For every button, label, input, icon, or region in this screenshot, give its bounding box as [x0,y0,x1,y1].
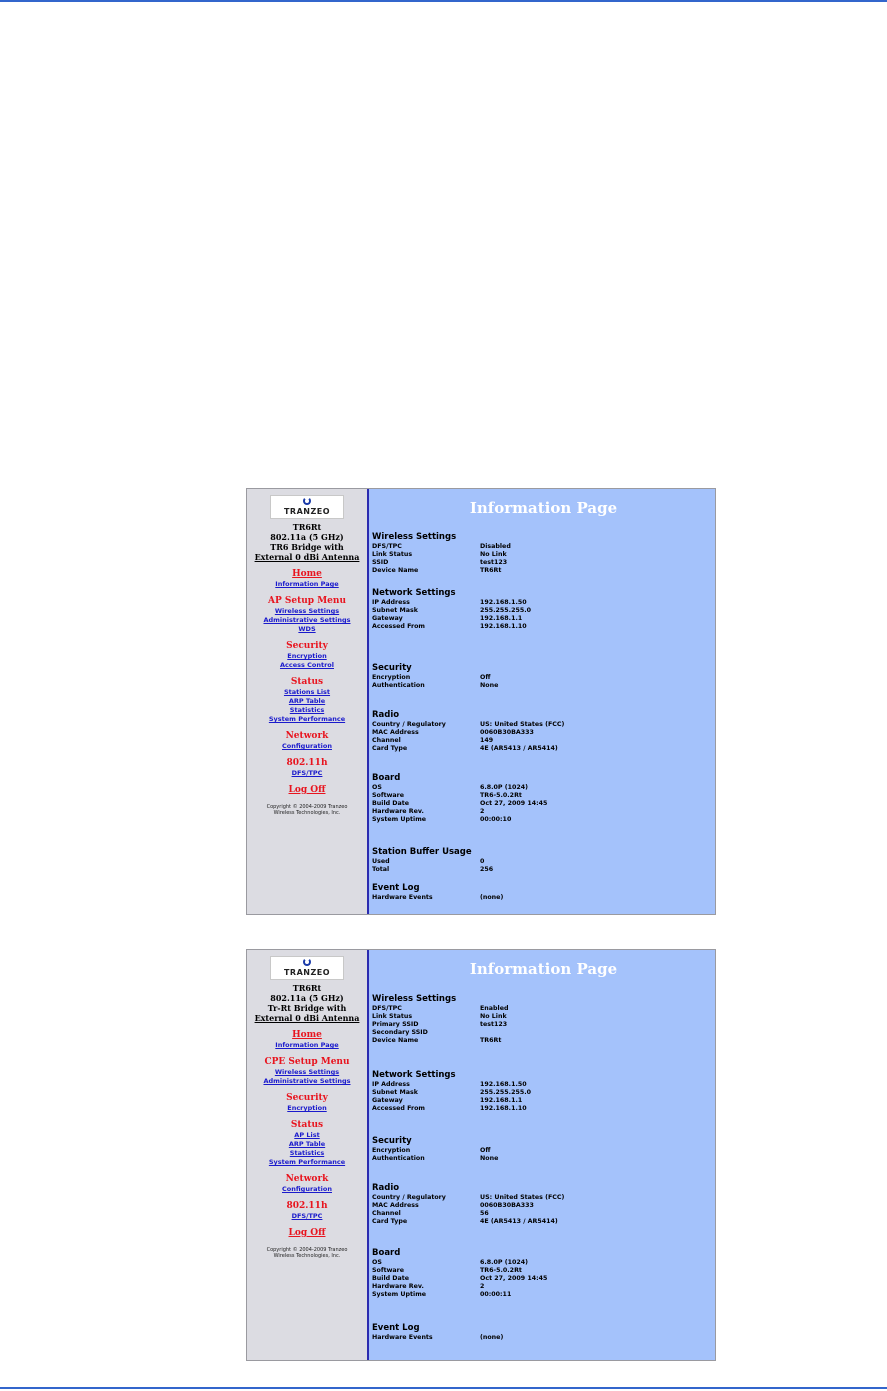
device-model: TR6Rt [292,522,322,532]
info-value: 192.168.1.10 [480,1105,527,1112]
info-row [372,607,711,615]
info-label: IP Address [372,1081,410,1088]
info-label: Accessed From [372,1105,425,1112]
nav-encryption[interactable]: Encryption [287,652,327,660]
info-label: Country / Regulatory [372,1194,446,1201]
section-title: Station Buffer Usage [372,847,472,857]
log-off-link[interactable]: Log Off [288,1228,326,1238]
info-row [372,745,711,753]
info-label: Hardware Events [372,894,433,901]
info-value: Disabled [480,543,511,550]
section-title: Network Settings [372,1070,456,1080]
info-label: Subnet Mask [372,1089,418,1096]
info-row [372,1021,711,1029]
info-value: 00:00:10 [480,816,512,823]
info-label: Encryption [372,1147,411,1154]
nav-dfs-tpc[interactable]: DFS/TPC [291,1212,323,1220]
info-label: OS [372,1259,382,1266]
info-label: Software [372,1267,405,1274]
info-row [372,1267,711,1275]
info-value: 2 [480,1283,485,1290]
info-label: Secondary SSID [372,1029,428,1036]
info-row [372,1029,711,1037]
section-title: Network Settings [372,588,456,598]
info-value: 56 [480,1210,489,1217]
nav-wireless-settings[interactable]: Wireless Settings [274,607,340,615]
setup-menu-heading: AP Setup Menu [267,596,346,606]
info-value: US: United States (FCC) [480,721,565,728]
info-value: 4E (AR5413 / AR5414) [480,745,558,752]
info-label: Authentication [372,1155,425,1162]
sidebar-nav [247,950,369,1360]
logo-text: TRANZEO [283,968,331,977]
info-label: Primary SSID [372,1021,419,1028]
section-title: Security [372,1136,412,1146]
nav-wireless-settings[interactable]: Wireless Settings [274,1068,340,1076]
device-type: TR6 Bridge with [270,542,344,552]
copyright-line: Copyright © 2004-2009 Tranzeo [266,804,348,810]
info-label: Gateway [372,615,403,622]
nav-configuration[interactable]: Configuration [282,742,332,750]
info-value: TR6Rt [480,567,502,574]
copyright-line: Wireless Technologies, Inc. [273,810,341,816]
nav-wds[interactable]: WDS [298,625,316,633]
station-buffer-usage [372,847,711,874]
info-label: Software [372,792,405,799]
info-label: Build Date [372,1275,410,1282]
nav-access-control[interactable]: Access Control [279,661,334,669]
status-heading: Status [290,677,324,687]
info-row [372,1005,711,1013]
security-info [372,663,711,690]
info-row [372,543,711,551]
info-row [372,1081,711,1089]
info-label: Hardware Rev. [372,1283,424,1290]
info-label: MAC Address [372,1202,419,1209]
info-row [372,1202,711,1210]
info-label: Channel [372,1210,401,1217]
info-value: 0 [480,858,485,865]
network-heading: Network [285,1174,329,1184]
info-row [372,858,711,866]
info-value: (none) [480,894,504,901]
info-value: 149 [480,737,494,744]
nav-administrative-settings[interactable]: Administrative Settings [263,1077,351,1085]
info-row [372,1089,711,1097]
info-label: Device Name [372,567,419,574]
info-value: US: United States (FCC) [480,1194,565,1201]
info-label: System Uptime [372,1291,427,1298]
info-row [372,599,711,607]
info-value: 4E (AR5413 / AR5414) [480,1218,558,1225]
info-row [372,1275,711,1283]
info-value: 0060B30BA333 [480,729,534,736]
section-title: Wireless Settings [372,994,457,1004]
info-row [372,1097,711,1105]
info-label: Accessed From [372,623,425,630]
info-value: Off [480,674,491,681]
info-value: Oct 27, 2009 14:45 [480,1275,548,1282]
logo-text: TRANZEO [283,507,331,516]
nav-configuration[interactable]: Configuration [282,1185,332,1193]
info-value: None [480,1155,499,1162]
section-title: Radio [372,710,400,720]
info-row [372,559,711,567]
page-title: Information Page [469,499,618,517]
info-value [480,1029,711,1037]
sidebar-nav [247,489,369,914]
device-type: Tr-Rt Bridge with [267,1003,347,1013]
info-value: TR6Rt [480,1037,502,1044]
info-value: TR6-5.0.2Rt [480,1267,522,1274]
info-label: System Uptime [372,816,427,823]
info-label: Encryption [372,674,411,681]
nav-arp-table[interactable]: ARP Table [288,697,326,705]
info-label: Link Status [372,1013,413,1020]
info-row [372,623,711,631]
info-row [372,615,711,623]
info-value: 192.168.1.50 [480,1081,527,1088]
info-row [372,721,711,729]
info-value: (none) [480,1334,504,1341]
log-off-link[interactable]: Log Off [288,785,326,795]
nav-statistics[interactable]: Statistics [289,706,325,714]
screenshot-ap-mode [246,488,716,915]
info-value: 255.255.255.0 [480,1089,531,1096]
info-row [372,737,711,745]
info-value: 2 [480,808,485,815]
info-row [372,894,711,902]
status-heading: Status [290,1120,324,1130]
nav-information-page[interactable]: Information Page [275,1041,339,1049]
security-info [372,1136,711,1163]
info-value: No Link [480,1013,507,1020]
wireless-settings [372,532,711,575]
info-label: Authentication [372,682,425,689]
nav-system-performance[interactable]: System Performance [268,1158,346,1166]
info-value: Off [480,1147,491,1154]
nav-stations-list[interactable]: Stations List [283,688,331,696]
section-title: Event Log [372,1323,420,1333]
nav-statistics[interactable]: Statistics [289,1149,325,1157]
security-heading: Security [286,1093,328,1103]
info-label: Country / Regulatory [372,721,446,728]
info-label: Card Type [372,1218,408,1225]
section-title: Board [372,773,401,783]
info-label: IP Address [372,599,410,606]
copyright-line: Wireless Technologies, Inc. [273,1253,341,1259]
dot11h-heading: 802.11h [286,758,328,768]
info-row [372,674,711,682]
info-row [372,1194,711,1202]
home-link[interactable]: Home [292,1030,322,1040]
network-settings [372,588,711,631]
section-title: Board [372,1248,401,1258]
info-label: Hardware Rev. [372,808,424,815]
tranzeo-swirl-icon [303,958,311,966]
information-panel [369,489,715,914]
tranzeo-logo [270,956,344,980]
info-value: TR6-5.0.2Rt [480,792,522,799]
dot11h-heading: 802.11h [286,1201,328,1211]
device-model: TR6Rt [292,983,322,993]
board-info [372,773,711,824]
info-row [372,1283,711,1291]
copyright [247,804,367,816]
info-label: Hardware Events [372,1334,433,1341]
info-row [372,1155,711,1163]
device-antenna: External 0 dBi Antenna [254,552,360,562]
info-value: 6.8.0P (1024) [480,1259,529,1266]
event-log [372,1323,711,1342]
info-row [372,792,711,800]
nav-system-performance[interactable]: System Performance [268,715,346,723]
section-title: Wireless Settings [372,532,457,542]
network-heading: Network [285,731,329,741]
info-row [372,1105,711,1113]
wireless-settings [372,994,711,1045]
nav-ap-list[interactable]: AP List [294,1131,320,1139]
info-label: Build Date [372,800,410,807]
info-value: 256 [480,866,494,873]
info-label: MAC Address [372,729,419,736]
info-value: 00:00:11 [480,1291,512,1298]
radio-info [372,1183,711,1226]
info-row [372,1259,711,1267]
info-row [372,1013,711,1021]
radio-info [372,710,711,753]
device-band: 802.11a (5 GHz) [270,532,344,542]
info-value: 0060B30BA333 [480,1202,534,1209]
information-panel [369,950,715,1360]
info-row [372,1037,711,1045]
network-settings [372,1070,711,1113]
info-label: Device Name [372,1037,419,1044]
info-value: 192.168.1.50 [480,599,527,606]
info-value: test123 [480,1021,508,1028]
copyright-line: Copyright © 2004-2009 Tranzeo [266,1247,348,1253]
nav-arp-table[interactable]: ARP Table [288,1140,326,1148]
info-value: No Link [480,551,507,558]
top-rule [0,0,887,2]
screenshot-cpe-mode [246,949,716,1361]
device-band: 802.11a (5 GHz) [270,993,344,1003]
info-row [372,729,711,737]
board-info [372,1248,711,1299]
copyright [247,1247,367,1259]
info-value: test123 [480,559,508,566]
info-row [372,1210,711,1218]
info-row [372,808,711,816]
info-row [372,866,711,874]
section-title: Event Log [372,883,420,893]
info-row [372,1218,711,1226]
info-value: 255.255.255.0 [480,607,531,614]
info-row [372,816,711,824]
info-row [372,551,711,559]
info-label: DFS/TPC [372,543,402,550]
info-value: Oct 27, 2009 14:45 [480,800,548,807]
nav-dfs-tpc[interactable]: DFS/TPC [291,769,323,777]
setup-menu-heading: CPE Setup Menu [264,1057,350,1067]
tranzeo-logo [270,495,344,519]
info-label: Card Type [372,745,408,752]
info-row [372,800,711,808]
event-log [372,883,711,902]
info-label: Gateway [372,1097,403,1104]
nav-administrative-settings[interactable]: Administrative Settings [263,616,351,624]
info-row [372,567,711,575]
info-label: Channel [372,737,401,744]
info-value: 192.168.1.1 [480,1097,523,1104]
info-row [372,1334,711,1342]
section-title: Security [372,663,412,673]
info-row [372,1291,711,1299]
info-row [372,1147,711,1155]
info-label: OS [372,784,382,791]
security-heading: Security [286,641,328,651]
page-title: Information Page [469,960,618,978]
info-label: Used [372,858,390,865]
info-row [372,784,711,792]
nav-encryption[interactable]: Encryption [287,1104,327,1112]
info-value: 192.168.1.10 [480,623,527,630]
tranzeo-swirl-icon [303,497,311,505]
info-row [372,682,711,690]
info-label: Link Status [372,551,413,558]
info-label: Total [372,866,390,873]
info-value: Enabled [480,1005,509,1012]
device-antenna: External 0 dBi Antenna [254,1013,360,1023]
info-value: 6.8.0P (1024) [480,784,529,791]
info-label: SSID [372,559,389,566]
home-link[interactable]: Home [292,569,322,579]
info-value: 192.168.1.1 [480,615,523,622]
info-value: None [480,682,499,689]
info-label: Subnet Mask [372,607,418,614]
section-title: Radio [372,1183,400,1193]
info-label: DFS/TPC [372,1005,402,1012]
nav-information-page[interactable]: Information Page [275,580,339,588]
bottom-rule [0,1387,887,1389]
